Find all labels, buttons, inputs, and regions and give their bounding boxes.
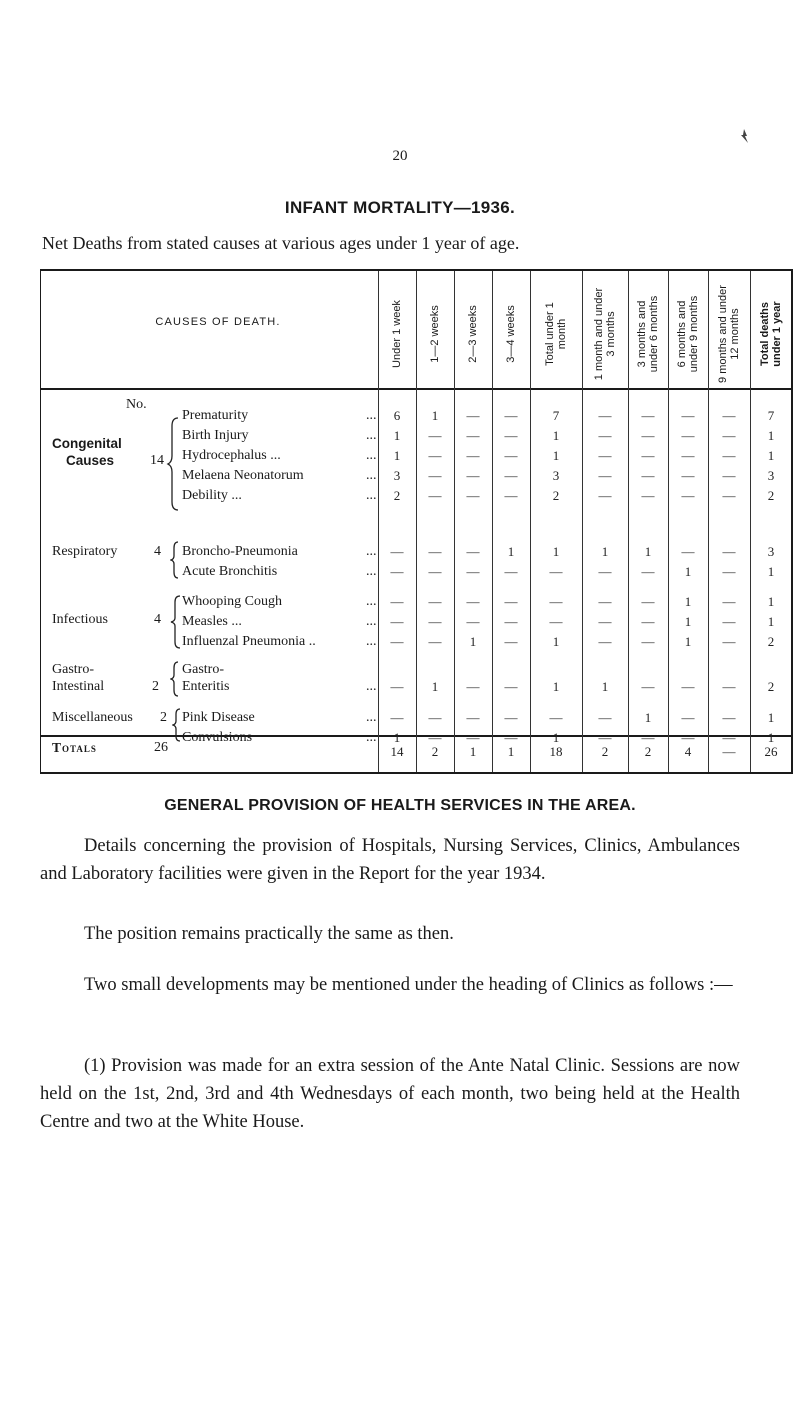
col-divider <box>492 271 493 772</box>
cause-label: Broncho-Pneumonia <box>182 544 298 559</box>
paragraph: The position remains practically the same as then. <box>84 924 454 944</box>
cause-label: Debility ... <box>182 488 242 503</box>
totals-cell: 26 <box>764 744 778 759</box>
table-cell: — <box>722 468 736 483</box>
leader-dots: ... <box>366 634 377 649</box>
table-cell: — <box>681 428 695 443</box>
leader-dots: ... <box>366 564 377 579</box>
table-cell: — <box>390 679 404 694</box>
table-cell: 1 <box>552 448 560 463</box>
table-cell: — <box>390 634 404 649</box>
table-cell: 1 <box>601 544 609 559</box>
table-cell: — <box>466 564 480 579</box>
table-cell: — <box>598 614 612 629</box>
table-cell: — <box>681 544 695 559</box>
cause-label: Birth Injury <box>182 428 249 443</box>
table-cell: — <box>722 544 736 559</box>
table-cell: 1 <box>507 544 515 559</box>
table-cell: 3 <box>393 468 401 483</box>
table-cell: — <box>466 679 480 694</box>
table-cell: — <box>466 488 480 503</box>
table-cell: — <box>466 614 480 629</box>
table-cell: — <box>641 564 655 579</box>
causes-column-header: CAUSES OF DEATH. <box>155 316 281 328</box>
paragraph: Details concerning the provision of Hospitals, Nursing Services, Clinics, Ambulances and Laboratory facilities were given in the Report for the year 1934. <box>40 836 740 884</box>
table-cell: — <box>681 488 695 503</box>
table-cell: — <box>549 564 563 579</box>
table-left-rule <box>40 269 41 774</box>
table-cell: — <box>504 679 518 694</box>
table-cell: — <box>428 594 442 609</box>
table-cell: — <box>681 730 695 745</box>
table-cell: 3 <box>767 544 775 559</box>
table-cell: — <box>641 634 655 649</box>
table-cell: 1 <box>552 634 560 649</box>
table-cell: 7 <box>552 408 560 423</box>
table-cell: — <box>504 730 518 745</box>
table-cell: 1 <box>431 408 439 423</box>
table-cell: 1 <box>644 544 652 559</box>
table-cell: — <box>598 564 612 579</box>
table-cell: — <box>428 614 442 629</box>
no-label: No. <box>126 397 147 412</box>
table-cell: — <box>428 428 442 443</box>
column-header: 9 months and under 12 months <box>717 285 741 383</box>
group-label: Miscellaneous <box>52 710 133 725</box>
table-cell: 1 <box>393 448 401 463</box>
table-cell: — <box>504 614 518 629</box>
leader-dots: ... <box>366 679 377 694</box>
table-cell: — <box>504 594 518 609</box>
leader-dots: ... <box>366 594 377 609</box>
table-cell: 1 <box>684 614 692 629</box>
group-label: Respiratory <box>52 544 118 559</box>
table-cell: — <box>504 488 518 503</box>
col-divider <box>582 271 583 772</box>
table-cell: — <box>428 544 442 559</box>
totals-cell: 1 <box>507 744 515 759</box>
table-cell: 1 <box>552 428 560 443</box>
group-count: 2 <box>160 710 167 725</box>
table-bottom-rule <box>40 772 792 774</box>
table-cell: — <box>390 594 404 609</box>
table-cell: — <box>722 634 736 649</box>
col-divider <box>708 271 709 772</box>
table-cell: — <box>390 614 404 629</box>
totals-cell: 2 <box>644 744 652 759</box>
table-cell: 1 <box>767 594 775 609</box>
page-title: INFANT MORTALITY—1936. <box>284 198 516 217</box>
table-cell: — <box>504 468 518 483</box>
table-cell: 1 <box>767 710 775 725</box>
paragraph: Two small developments may be mentioned under the heading of Clinics as follows :— <box>84 975 733 995</box>
table-cell: — <box>641 428 655 443</box>
table-cell: 1 <box>431 679 439 694</box>
table-cell: 1 <box>767 614 775 629</box>
table-cell: — <box>722 679 736 694</box>
table-cell: 1 <box>644 710 652 725</box>
table-cell: — <box>722 408 736 423</box>
column-header: Total deaths under 1 year <box>759 301 783 367</box>
table-cell: 1 <box>767 730 775 745</box>
table-cell: — <box>598 594 612 609</box>
group-label: Intestinal <box>52 679 105 694</box>
cause-label: Hydrocephalus ... <box>182 448 281 463</box>
table-cell: — <box>549 710 563 725</box>
totals-cell: 1 <box>469 744 477 759</box>
table-cell: — <box>504 448 518 463</box>
col-divider <box>628 271 629 772</box>
table-cell: — <box>722 448 736 463</box>
table-cell: — <box>428 448 442 463</box>
table-cell: 1 <box>552 544 560 559</box>
table-cell: — <box>681 468 695 483</box>
column-header: 1 month and under 3 months <box>593 287 617 381</box>
table-cell: — <box>722 710 736 725</box>
table-cell: — <box>681 408 695 423</box>
table-cell: — <box>466 408 480 423</box>
column-header: 1—2 weeks <box>429 305 441 363</box>
table-cell: 1 <box>684 634 692 649</box>
group-count: 14 <box>150 453 164 468</box>
group-label: Infectious <box>52 612 108 627</box>
col-divider <box>530 271 531 772</box>
totals-cell: 4 <box>684 744 692 759</box>
page-mark-glyph <box>738 128 750 144</box>
group-label: Gastro- <box>52 662 94 677</box>
table-cell: — <box>504 408 518 423</box>
table-cell: 3 <box>552 468 560 483</box>
table-cell: 1 <box>393 428 401 443</box>
table-cell: — <box>722 594 736 609</box>
table-cell: — <box>641 468 655 483</box>
table-cell: 1 <box>767 564 775 579</box>
cause-label: Measles ... <box>182 614 242 629</box>
group-count: 4 <box>154 612 161 627</box>
table-cell: — <box>428 710 442 725</box>
table-cell: — <box>504 564 518 579</box>
leader-dots: ... <box>366 428 377 443</box>
table-cell: — <box>549 594 563 609</box>
table-cell: — <box>466 468 480 483</box>
cause-label: Pink Disease <box>182 710 255 725</box>
table-cell: 2 <box>767 488 775 503</box>
leader-dots: ... <box>366 488 377 503</box>
column-header: Under 1 week <box>391 300 403 368</box>
table-cell: — <box>390 710 404 725</box>
table-cell: — <box>641 679 655 694</box>
table-cell: — <box>681 710 695 725</box>
table-cell: — <box>598 408 612 423</box>
table-cell: 1 <box>767 448 775 463</box>
table-cell: — <box>504 710 518 725</box>
table-cell: 1 <box>684 594 692 609</box>
leader-dots: ... <box>366 730 377 745</box>
table-cell: 6 <box>393 408 401 423</box>
col-divider <box>416 271 417 772</box>
table-cell: 7 <box>767 408 775 423</box>
table-cell: — <box>466 730 480 745</box>
table-cell: — <box>466 594 480 609</box>
table-cell: — <box>641 408 655 423</box>
table-cell: 2 <box>552 488 560 503</box>
table-cell: — <box>641 614 655 629</box>
table-cell: 2 <box>767 634 775 649</box>
table-cell: — <box>681 448 695 463</box>
leader-dots: ... <box>366 710 377 725</box>
table-cell: 3 <box>767 468 775 483</box>
cause-label: Whooping Cough <box>182 594 282 609</box>
table-cell: 1 <box>552 679 560 694</box>
paragraph: (1) Provision was made for an extra session of the Ante Natal Clinic. Sessions are now held on the 1st, 2nd, 3rd and 4th Wednesdays of each month, two being held at the Health Centre and two at the White House. <box>40 1056 740 1132</box>
table-cell: — <box>428 564 442 579</box>
table-cell: — <box>504 428 518 443</box>
table-cell: 1 <box>552 730 560 745</box>
table-cell: — <box>598 448 612 463</box>
totals-label: Totals <box>52 740 97 755</box>
table-cell: — <box>428 468 442 483</box>
table-cell: — <box>598 710 612 725</box>
brace-icon <box>166 416 180 512</box>
table-cell: — <box>641 448 655 463</box>
totals-count: 26 <box>154 740 168 755</box>
table-cell: — <box>598 634 612 649</box>
leader-dots: ... <box>366 448 377 463</box>
brace-icon <box>170 540 180 580</box>
table-cell: — <box>722 488 736 503</box>
table-cell: 1 <box>393 730 401 745</box>
group-count: 2 <box>152 679 159 694</box>
column-header: 6 months and under 9 months <box>676 295 700 373</box>
cause-label: Gastro- <box>182 662 224 677</box>
table-cell: — <box>504 634 518 649</box>
table-cell: 2 <box>393 488 401 503</box>
totals-cell: 2 <box>601 744 609 759</box>
table-cell: — <box>641 594 655 609</box>
table-cell: — <box>598 468 612 483</box>
cause-label: Acute Bronchitis <box>182 564 278 579</box>
table-cell: 1 <box>767 428 775 443</box>
brace-icon <box>170 594 182 650</box>
table-cell: — <box>466 428 480 443</box>
table-cell: — <box>722 730 736 745</box>
col-divider <box>750 271 751 772</box>
cause-label: Convulsions <box>182 730 253 745</box>
col-divider <box>378 271 379 772</box>
totals-cell: 14 <box>390 744 404 759</box>
table-cell: — <box>466 544 480 559</box>
table-cell: — <box>722 564 736 579</box>
leader-dots: ... <box>366 408 377 423</box>
table-cell: — <box>598 488 612 503</box>
page-number: 20 <box>392 148 408 164</box>
cause-label: Influenzal Pneumonia .. <box>182 634 316 649</box>
cause-label: Prematurity <box>182 408 249 423</box>
table-cell: — <box>428 634 442 649</box>
column-header: Total under 1 month <box>544 302 568 366</box>
totals-cell: 2 <box>431 744 439 759</box>
column-header: 3 months and under 6 months <box>636 295 660 373</box>
table-cell: — <box>722 428 736 443</box>
col-divider <box>454 271 455 772</box>
group-label: Congenital <box>52 436 122 451</box>
table-cell: — <box>598 730 612 745</box>
leader-dots: ... <box>366 468 377 483</box>
table-cell: 1 <box>684 564 692 579</box>
table-cell: — <box>390 544 404 559</box>
table-cell: — <box>428 730 442 745</box>
table-cell: — <box>428 488 442 503</box>
cause-label: Melaena Neonatorum <box>182 468 304 483</box>
brace-icon <box>172 707 182 743</box>
table-cell: — <box>722 614 736 629</box>
table-cell: — <box>466 710 480 725</box>
group-count: 4 <box>154 544 161 559</box>
col-divider <box>668 271 669 772</box>
column-header: 2—3 weeks <box>467 305 479 363</box>
table-cell: 1 <box>601 679 609 694</box>
leader-dots: ... <box>366 544 377 559</box>
totals-cell: — <box>722 744 736 759</box>
totals-cell: 18 <box>549 744 563 759</box>
table-subtitle: Net Deaths from stated causes at various ages under 1 year of age. <box>42 233 520 253</box>
table-cell: — <box>390 564 404 579</box>
table-cell: — <box>466 448 480 463</box>
table-cell: — <box>641 488 655 503</box>
table-cell: 1 <box>469 634 477 649</box>
section-heading: GENERAL PROVISION OF HEALTH SERVICES IN THE AREA. <box>164 797 636 814</box>
table-cell: — <box>681 679 695 694</box>
table-cell: — <box>598 428 612 443</box>
table-cell: — <box>641 730 655 745</box>
cause-label: Enteritis <box>182 679 230 694</box>
group-label: Causes <box>66 453 115 468</box>
column-header: 3—4 weeks <box>505 305 517 363</box>
brace-icon <box>170 660 180 698</box>
leader-dots: ... <box>366 614 377 629</box>
table-cell: — <box>549 614 563 629</box>
table-cell: 2 <box>767 679 775 694</box>
table-right-rule <box>791 269 793 774</box>
